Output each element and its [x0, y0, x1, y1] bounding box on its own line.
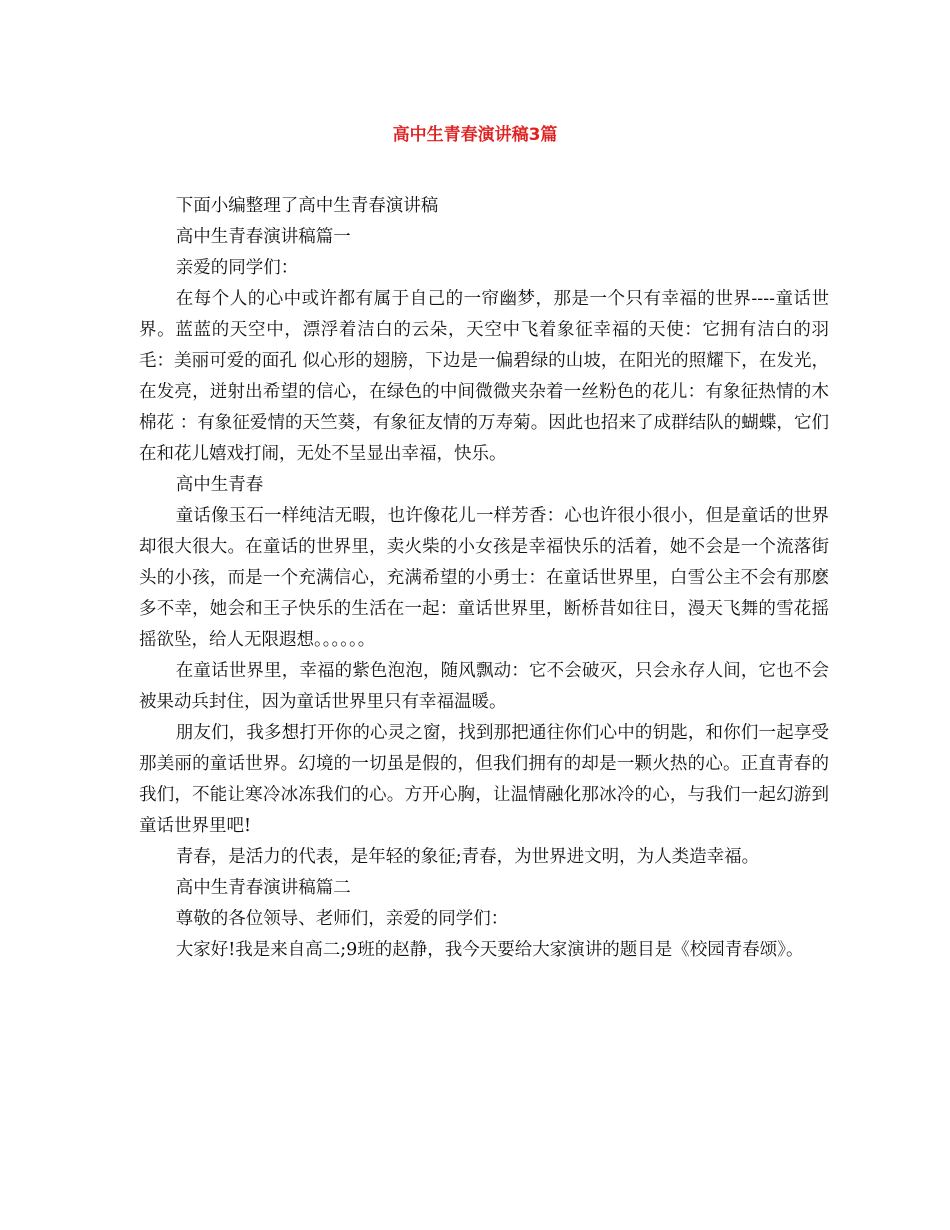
- subheading-paragraph: 高中生青春: [175, 475, 264, 495]
- body-paragraph: 青春，是活力的代表，是年轻的象征;青春，为世界进文明，为人类造幸福。: [175, 847, 760, 867]
- section-heading-2: 高中生青春演讲稿篇二: [175, 878, 351, 898]
- intro-paragraph: 下面小编整理了高中生青春演讲稿: [175, 196, 439, 216]
- section-heading-1: 高中生青春演讲稿篇一: [175, 227, 351, 247]
- body-paragraph: 童话像玉石一样纯洁无暇，也许像花儿一样芳香：心也许很小很小，但是童话的世界却很大很大。在童话的世界里，卖火柴的小女孩是幸福快乐的活着，她不会是一个流落街头的小孩，而是一个充满信心，充满希望的小勇士：在童话世界里，白雪公主不会有那麽多不幸，她会和王子快乐的生活在一起：童话世界里，断桥昔如往日，漫天飞舞的雪花摇摇欲坠，给人无限遐想。。。。。。: [139, 506, 829, 650]
- document-body: [139, 191, 829, 966]
- body-paragraph: 朋友们，我多想打开你的心灵之窗，找到那把通往你们心中的钥匙，和你们一起享受那美丽的童话世界。幻境的一切虽是假的，但我们拥有的却是一颗火热的心。正直青春的我们，不能让寒冷冰冻我们的心。方开心胸，让温情融化那冰冷的心，与我们一起幻游到童话世界里吧!: [139, 723, 829, 836]
- salutation-paragraph: 亲爱的同学们：: [175, 258, 299, 278]
- body-paragraph: 在童话世界里，幸福的紫色泡泡，随风飘动：它不会破灭，只会永存人间，它也不会被果动兵封住，因为童话世界里只有幸福温暖。: [139, 661, 829, 712]
- document-title: 高中生青春演讲稿3篇: [392, 125, 558, 145]
- body-paragraph: 在每个人的心中或许都有属于自己的一帘幽梦，那是一个只有幸福的世界----童话世界。蓝蓝的天空中，漂浮着洁白的云朵，天空中飞着象征幸福的天使：它拥有洁白的羽毛：美丽可爱的面孔 似心形的翅膀，下边是一偏碧绿的山坡，在阳光的照耀下，在发光，在发亮，迸射出希望的信心，在绿色的中间微微夹杂着一丝粉色的花儿：有象征热情的木棉花 ：有象征爱情的天竺葵，有象征友情的万寿菊。因此也招来了成群结队的蝴蝶，它们在和花儿嬉戏打闹，无处不呈显出幸福，快乐。: [139, 289, 829, 464]
- body-paragraph: 大家好!我是来自高二;9班的赵静，我今天要给大家演讲的题目是《校园青春颂》。: [175, 940, 804, 960]
- salutation-paragraph: 尊敬的各位领导、老师们，亲爱的同学们：: [175, 909, 509, 929]
